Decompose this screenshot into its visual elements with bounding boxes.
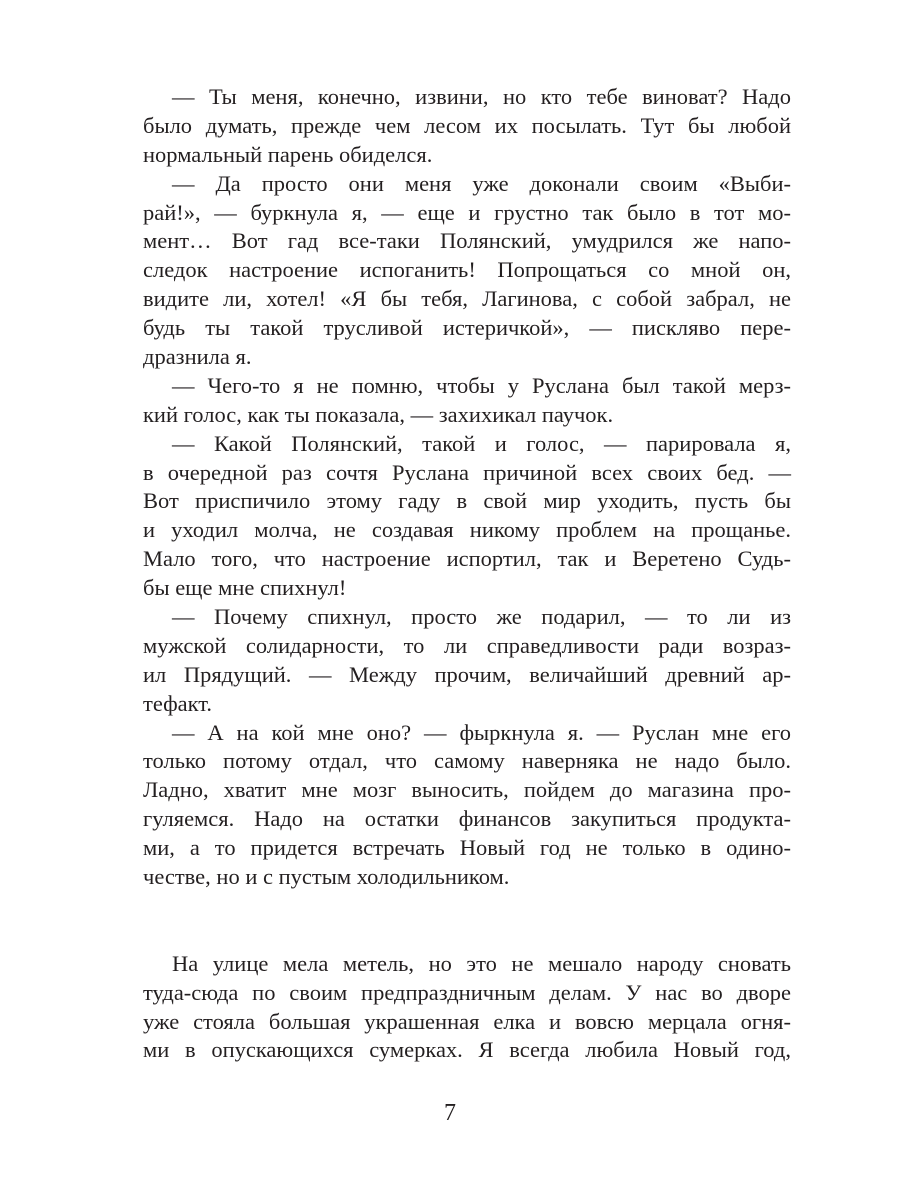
text-line: бы еще мне спихнул! — [143, 575, 347, 601]
text-line: честве, но и с пустым холодильником. — [143, 864, 510, 890]
text-line: кий голос, как ты показала, — захихикал паучок. — [143, 401, 614, 427]
text-line: гуляемся. Надо на остатки финансов закупиться продукта- — [143, 806, 791, 832]
text-line: — Ты меня, конечно, извини, но кто тебе виноват? Надо — [172, 84, 791, 109]
text-line: видите ли, хотел! «Я бы тебя, Лагинова, с собой забрал, не — [143, 286, 791, 312]
text-line: ил Прядущий. — Между прочим, величайший древний ар- — [143, 661, 791, 687]
text-line: уже стояла большая украшенная елка и вовсю мерцала огня- — [143, 1008, 791, 1034]
text-line: Ладно, хватит мне мозг выносить, пойдем до магазина про- — [143, 777, 791, 803]
text-line: — Какой Полянский, такой и голос, — парировала я, — [172, 430, 791, 456]
text-line: — А на кой мне оно? — фыркнула я. — Руслан мне его — [172, 719, 791, 745]
section-break — [143, 892, 791, 950]
text-line: и уходил молча, не создавая никому проблем на прощанье. — [143, 517, 791, 543]
text-line: Вот приспичило этому гаду в свой мир уходить, пусть бы — [143, 488, 791, 514]
text-line: дразнила я. — [143, 344, 252, 370]
text-line: мужской солидарности, то ли справедливости ради возраз- — [143, 632, 791, 658]
book-page-body — [143, 83, 791, 1065]
text-line: На улице мела метель, но это не мешало народу сновать — [172, 950, 791, 976]
text-line: будь ты такой трусливой истеричкой», — пискляво пере- — [143, 315, 791, 341]
text-line: следок настроение испоганить! Попрощаться со мной он, — [143, 257, 791, 283]
text-line: мент… Вот гад все-таки Полянский, умудрился же напо- — [143, 228, 791, 254]
text-line: в очередной раз сочтя Руслана причиной всех своих бед. — — [143, 459, 791, 485]
page-number: 7 — [444, 1100, 456, 1126]
text-line: Мало того, что настроение испортил, так и Веретено Судь- — [143, 546, 791, 572]
text-section — [143, 83, 791, 892]
text-line: ми, а то придется встречать Новый год не только в одино- — [143, 835, 791, 861]
text-line: ми в опускающихся сумерках. Я всегда любила Новый год, — [143, 1037, 791, 1063]
text-section — [143, 950, 791, 1066]
text-line: нормальный парень обиделся. — [143, 141, 433, 167]
text-line: — Чего-то я не помню, чтобы у Руслана был такой мерз- — [172, 372, 791, 398]
text-line: — Да просто они меня уже доконали своим «Выби- — [172, 170, 791, 196]
text-line: туда-сюда по своим предпраздничным делам. У нас во дворе — [143, 979, 791, 1005]
text-line: — Почему спихнул, просто же подарил, — то ли из — [172, 604, 791, 630]
text-line: было думать, прежде чем лесом их посылать. Тут бы любой — [143, 112, 791, 138]
text-line: тефакт. — [143, 690, 213, 716]
text-line: рай!», — буркнула я, — еще и грустно так было в тот мо- — [143, 199, 791, 225]
text-line: только потому отдал, что самому наверняка не надо было. — [143, 748, 791, 774]
